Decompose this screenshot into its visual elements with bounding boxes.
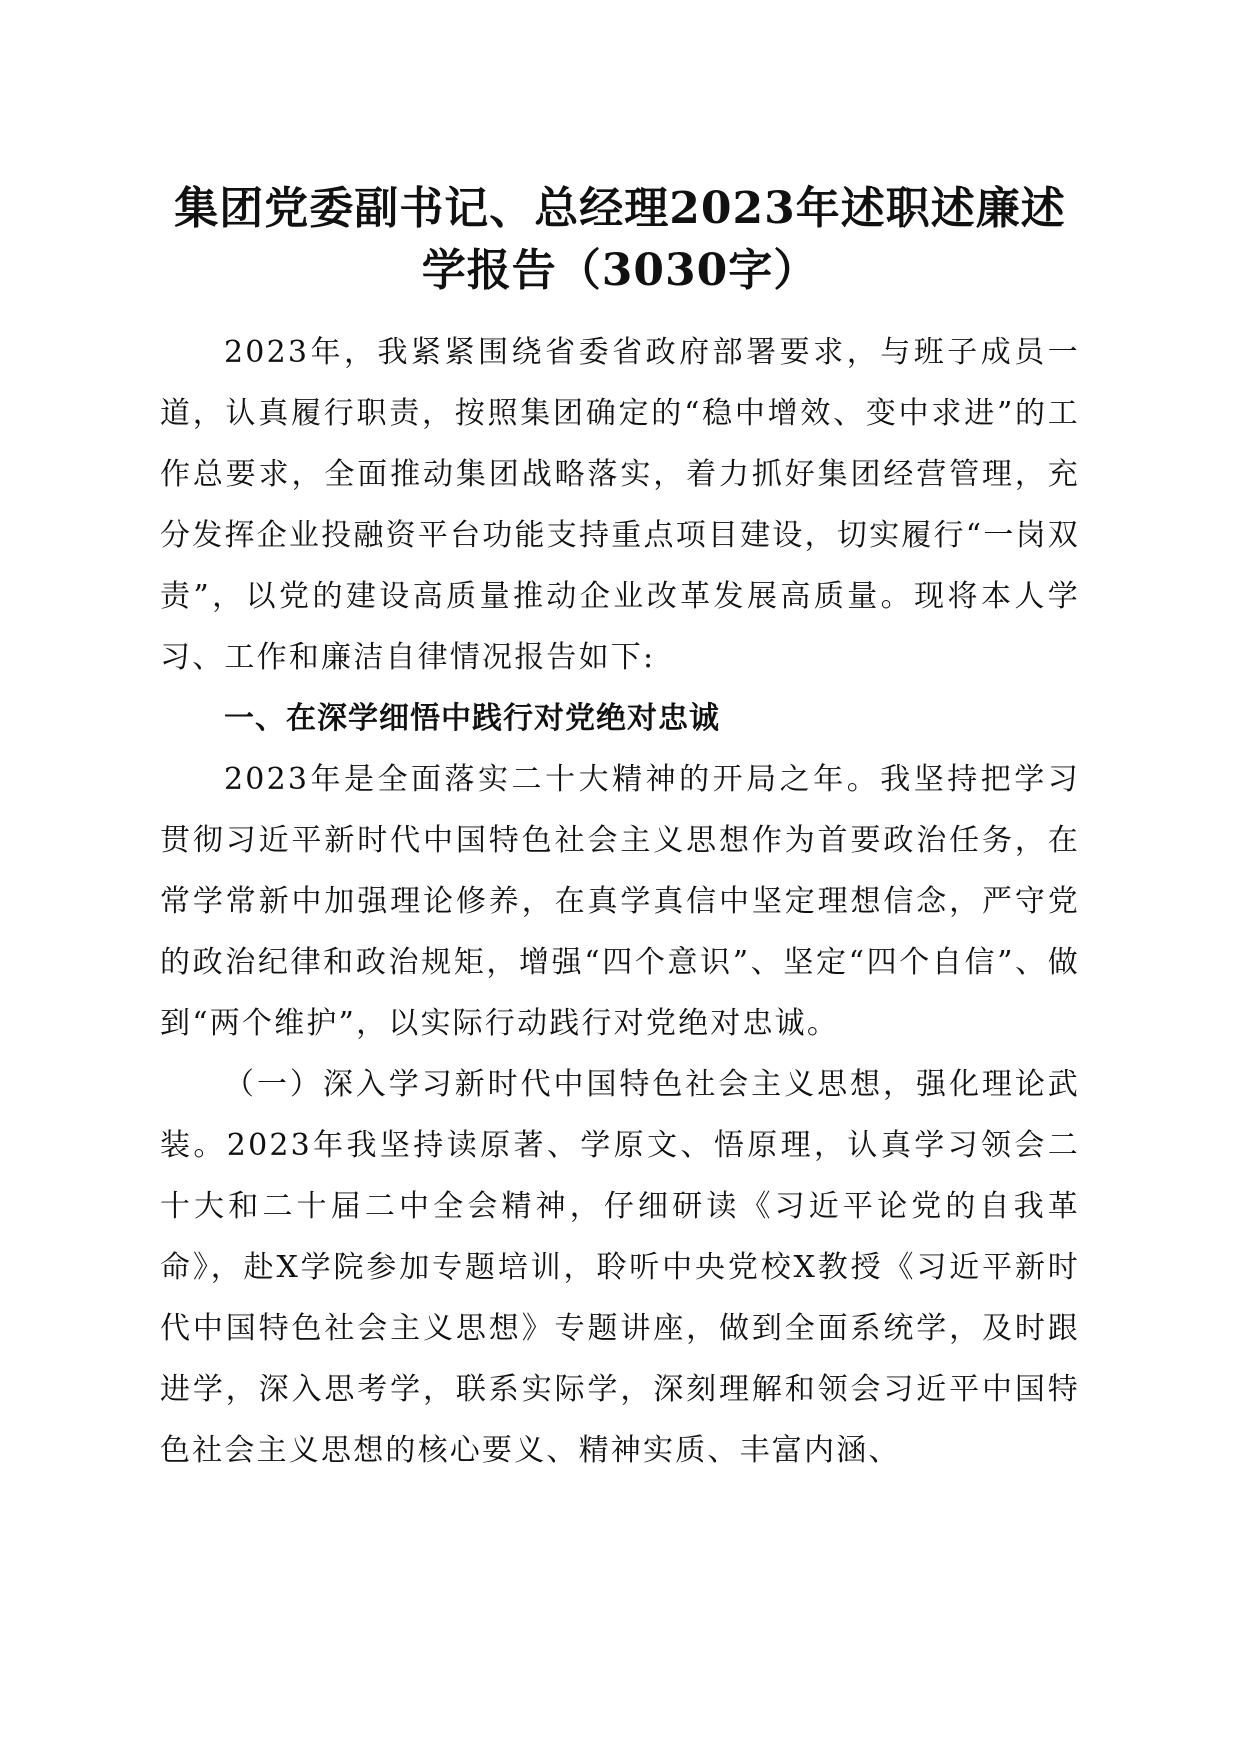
- section-heading-1: 一、在深学细悟中践行对党绝对忠诚: [224, 701, 720, 736]
- title-line-1: 集团党委副书记、总经理2023年述职述廉述: [174, 183, 1066, 234]
- intro-paragraph: 2023年，我紧紧围绕省委省政府部署要求，与班子成员一道，认真履行职责，按照集团确定的“稳中增效、变中求进”的工作总要求，全面推动集团战略落实，着力抓好集团经营管理，充分发挥企业投融资平台功能支持重点项目建设，切实履行“一岗双责”，以党的建设高质量推动企业改革发展高质量。现将本人学习、工作和廉洁自律情况报告如下:: [160, 335, 1080, 675]
- section-1-paragraph: 2023年是全面落实二十大精神的开局之年。我坚持把学习贯彻习近平新时代中国特色社会主义思想作为首要政治任务，在常学常新中加强理论修养，在真学真信中坚定理想信念，严守党的政治纪律和政治规矩，增强“四个意识”、坚定“四个自信”、做到“两个维护”，以实际行动践行对党绝对忠诚。: [160, 762, 1080, 1041]
- document-body: [160, 322, 1080, 1481]
- title-line-2: 学报告（3030字）: [421, 245, 819, 296]
- document-title: [150, 178, 1090, 302]
- subsection-1-paragraph: （一）深入学习新时代中国特色社会主义思想，强化理论武装。2023年我坚持读原著、学原文、悟原理，认真学习领会二十大和二十届二中全会精神，仔细研读《习近平论党的自我革命》，赴X学院参加专题培训，聆听中央党校X教授《习近平新时代中国特色社会主义思想》专题讲座，做到全面系统学，及时跟进学，深入思考学，联系实际学，深刻理解和领会习近平中国特色社会主义思想的核心要义、精神实质、丰富内涵、: [160, 1067, 1080, 1468]
